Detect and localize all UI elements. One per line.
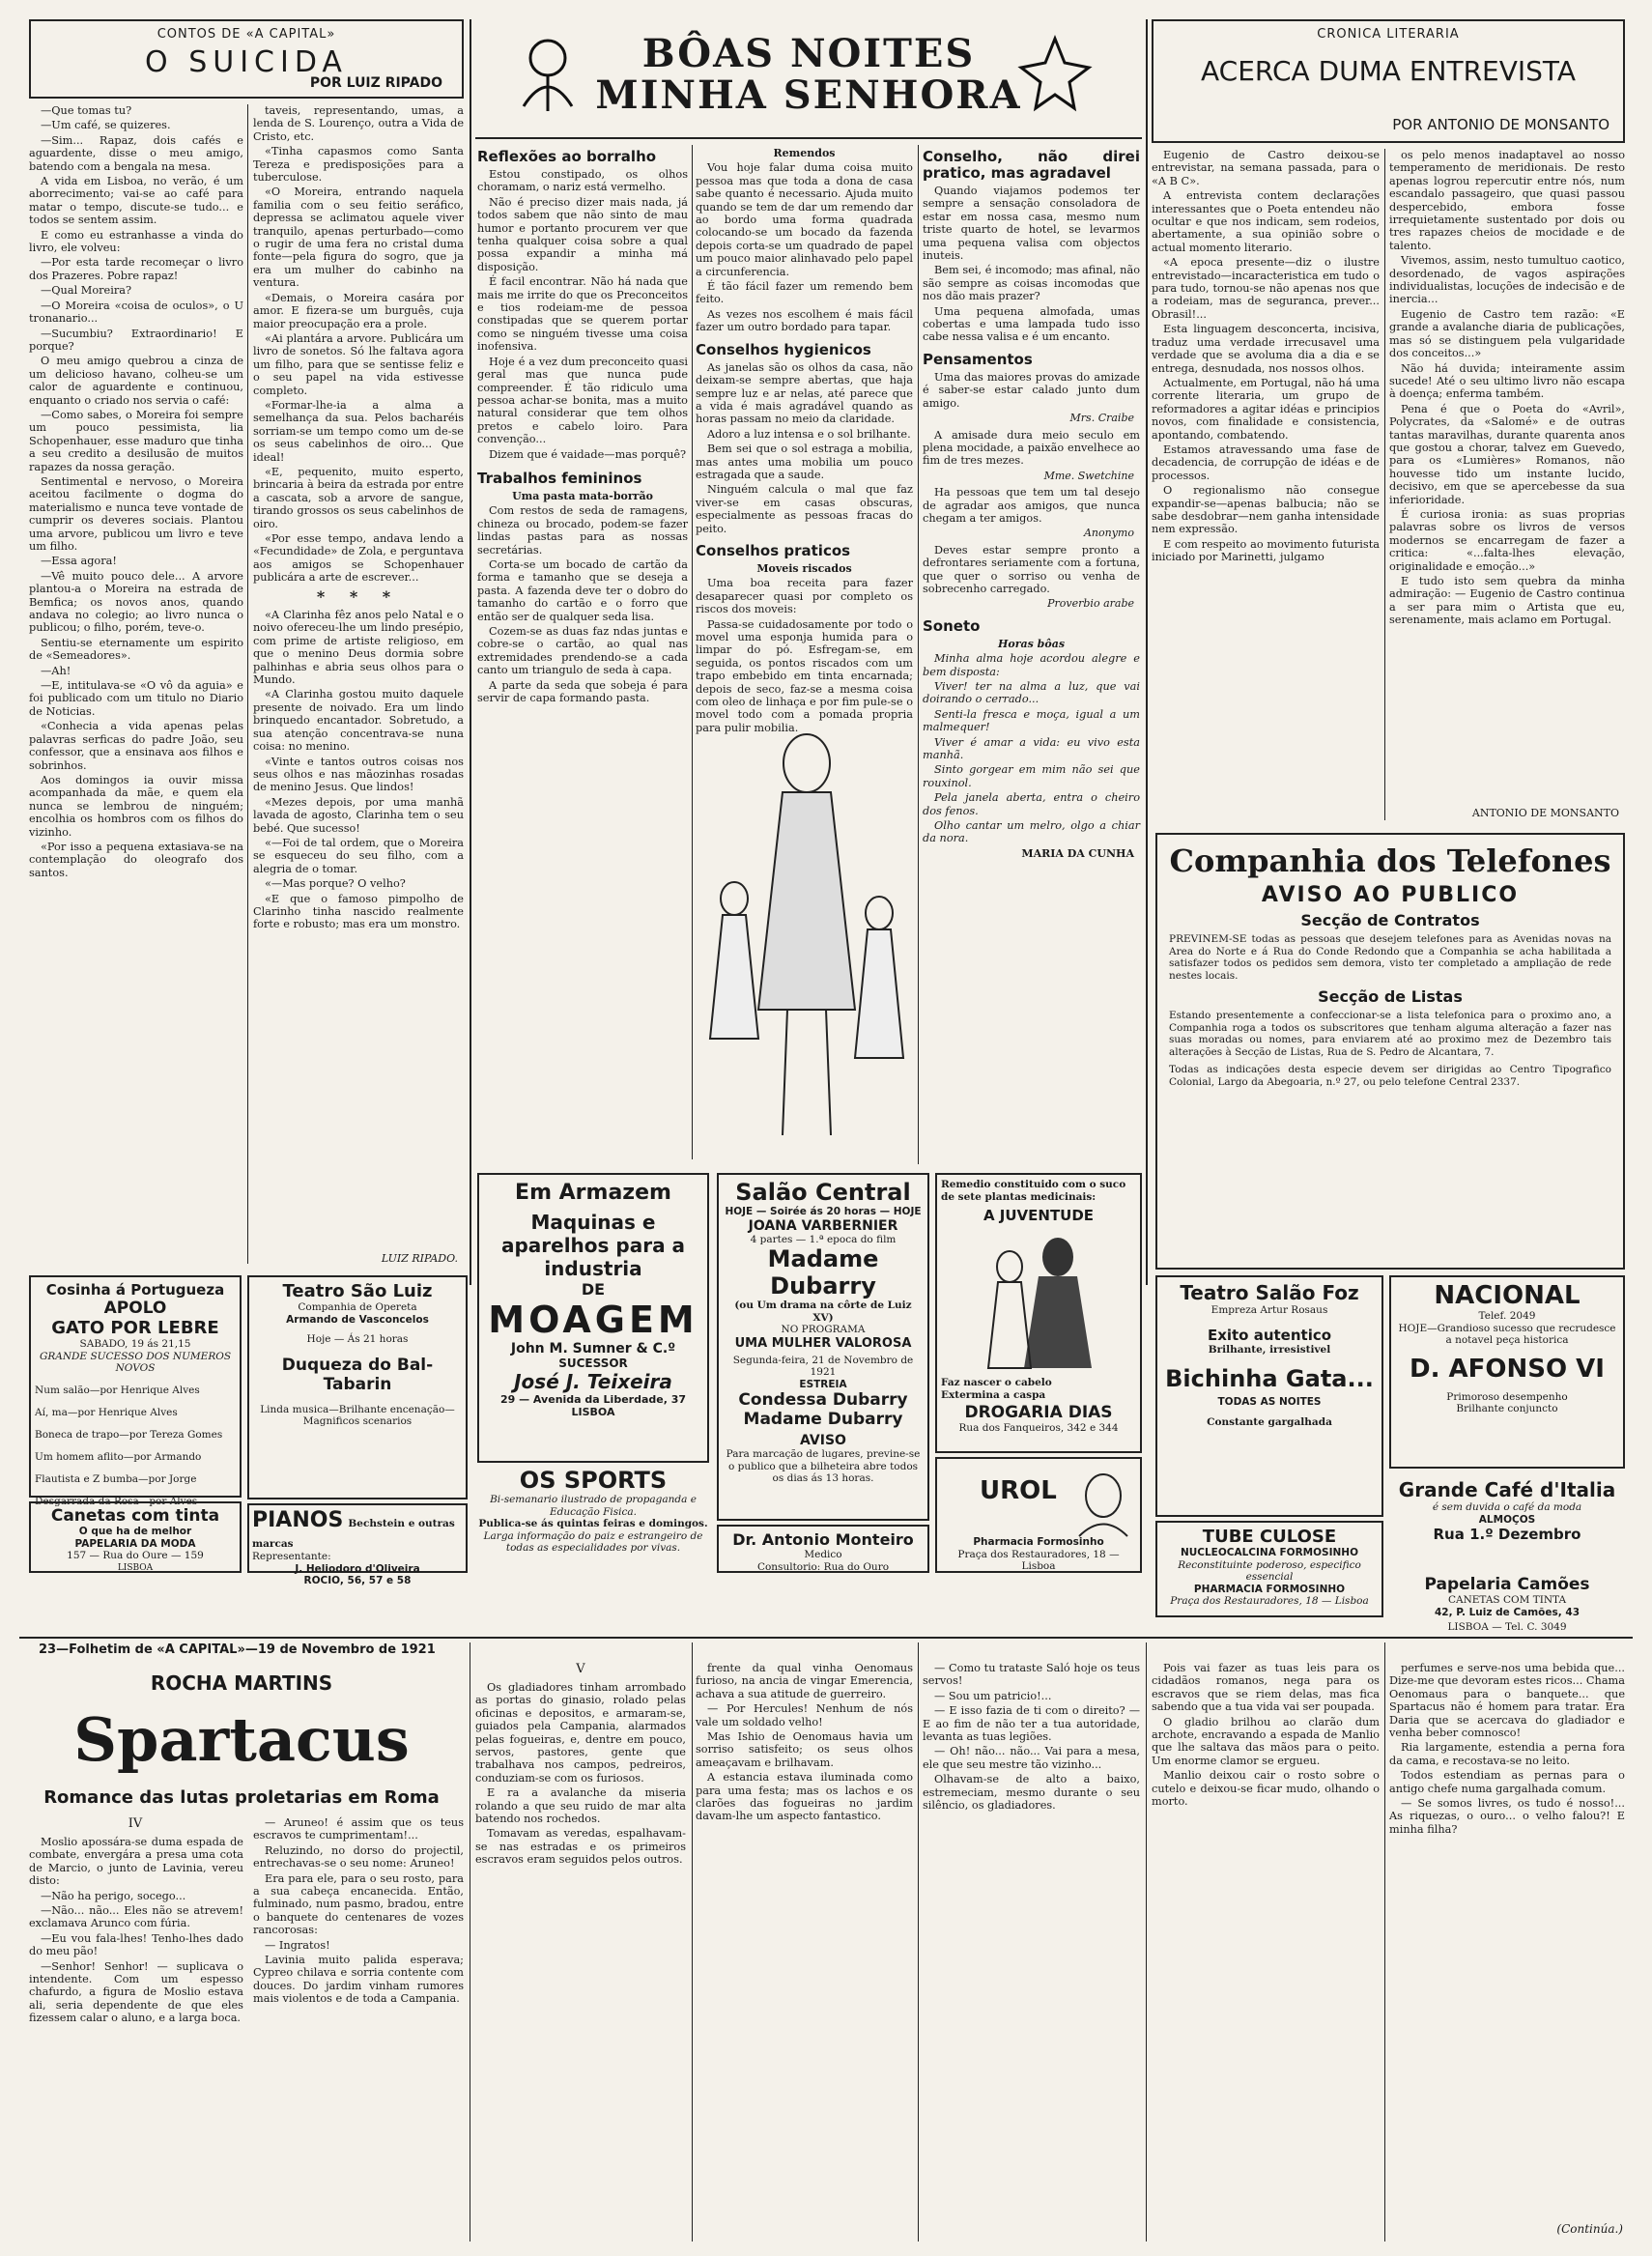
salao-t10: ESTREIA [799, 1378, 847, 1390]
paragraph: «Ai plantára a arvore. Publicára um livro de sonetos. Só lhe faltava agora um filho, para que se sentisse feliz e o seu papel na vida estivesse completo. [253, 331, 464, 397]
paragraph: Cozem-se as duas faz ndas juntas e cobre-se o cartão, ao qual nas extremidades prendendo-se a cada canto um triangulo de seda à capa. [477, 625, 688, 677]
paragraph: «Mezes depois, por uma manhã lavada de agosto, Clarinha tem o seu bebé. Que sucesso! [253, 795, 464, 835]
salao-central-ad [717, 1173, 929, 1521]
foz-t5: Bichinha Gata... [1165, 1365, 1374, 1392]
paragraph: Eugenio de Castro deixou-se entrevistar, na semana passada, para o «A B C». [1152, 149, 1380, 187]
paragraph: — Por Hercules! Nenhum de nós vale um soldado velho! [696, 1702, 913, 1728]
paragraph: —Por esta tarde recomeçar o livro dos Prazeres. Pobre rapaz! [29, 256, 243, 282]
program-line: Aí, ma—por Henrique Alves [35, 1407, 178, 1418]
telefones-p3: Todas as indicações desta especie devem ser dirigidas ao Centro Tipografico Colonial, Largo da Abegoaria, n.º 27, ou pelo telefone Central 2337. [1169, 1064, 1611, 1088]
cronica-author: POR ANTONIO DE MONSANTO [1392, 116, 1609, 133]
suicida-kicker: CONTOS DE «A CAPITAL» [157, 27, 336, 42]
trabalhos-sub: Uma pasta mata-borrão [512, 489, 653, 502]
saoluiz-t2: Companhia de Opereta [298, 1301, 417, 1313]
paragraph: Bem sei que o sol estraga a mobilia, mas antes uma mobilia um pouco estragada que a saude. [696, 443, 913, 481]
masthead-line2: MINHA SENHORA [595, 72, 1022, 118]
paragraph: «Formar-lhe-ia a alma a semelhança da sua. Pelos bacharéis sorriam-se um tempo como um de-se os seus cabelinhos de oiro... Que ideal! [253, 398, 464, 464]
paragraph: —Vê muito pouco dele... A arvore plantou-a o Moreira na estrada de Bemfica; os novos anos, quando andava no colegio; ao livro nunca o publicou; o filho, porém, teve-o. [29, 569, 243, 635]
paragraph: Todos estendiam as pernas para o antigo chefe numa gargalhada comum. [1389, 1769, 1625, 1795]
folhetim-subtitle: Romance das lutas proletarias em Roma [43, 1787, 440, 1808]
tube-t1: TUBE CULOSE [1202, 1527, 1337, 1547]
paragraph: —Sim... Rapaz, dois cafés e aguardente, disse o meu amigo, batendo com a bengala na mesa. [29, 133, 243, 173]
paragraph: Corta-se um bocado de cartão da forma e tamanho que se deseja a pasta. A fazenda deve ter o dobro do tamanho do cartão e o forro que então ser de qualquer seda lisa. [477, 557, 688, 623]
cafe-ad [1389, 1474, 1625, 1571]
paragraph: Sentimental e nervoso, o Moreira aceitou facilmente o dogma do materialismo e nunca teve vontade de cumprir os deveres sociais. Plantou uma arvore, publicou um livro e teve um filho. [29, 474, 243, 553]
sports-t3: Publica-se ás quintas feiras e domingos. [478, 1518, 708, 1529]
paragraph: «A Clarinha fêz anos pelo Natal e o noivo ofereceu-lhe um lindo presépio, com prime de artiste religioso, em que o menino Deus dormia sobre palhinhas e abria seus olhos para o Mundo. [253, 609, 464, 687]
paragraph: As vezes nos escolhem é mais fácil fazer um outro bordado para tapar. [696, 307, 913, 334]
soneto-sub: Horas bôas [997, 637, 1066, 650]
salao-t6: (ou Um drama na côrte de Luiz XV) [734, 1299, 912, 1324]
paragraph: — Se somos livres, os tudo é nosso!... As riquezas, o ouro... o velho falou?! E minha filha? [1389, 1797, 1625, 1836]
paragraph: E com respeito ao movimento futurista iniciado por Marinetti, julgamo [1152, 537, 1380, 564]
pianos-t1: PIANOS [252, 1508, 344, 1532]
paragraph: Bem sei, é incomodo; mas afinal, não são sempre as coisas incomodas que nos dão mais prazer? [923, 264, 1140, 303]
suicida-col2 [253, 104, 464, 1269]
soneto-signature: MARIA DA CUNHA [1021, 846, 1134, 860]
telefones-title: Companhia dos Telefones [1169, 842, 1611, 879]
armazem-t3: DE [581, 1280, 606, 1299]
paragraph: Com restos de seda de ramagens, chineza ou brocado, podem-se fazer lindas pastas para as nossas secretárias. [477, 504, 688, 557]
paragraph: Dizem que é vaidade—mas porquê? [489, 447, 687, 461]
paragraph: —Um café, se quizeres. [41, 119, 171, 132]
nacional-ad [1389, 1275, 1625, 1469]
feminine-col4 [696, 145, 913, 734]
quote-2-source: Mme. Swetchine [1043, 469, 1134, 482]
paragraph: —Não ha perigo, socego... [41, 1889, 186, 1902]
fashion-illustration [696, 691, 913, 1164]
paragraph: «Demais, o Moreira casára por amor. E fizera-se um burguês, cuja maior preocupação era a prole. [253, 291, 464, 330]
folhetim-col7 [1389, 1662, 1625, 2222]
telefones-p1: PREVINEM-SE todas as pessoas que desejem telefones para as Avenidas novas na Area do Norte e á Rua do Conde Redondo que a Companhia se acha habilitada a satisfazer todos os pedidos sem demora, visto ter completado a ampliação de rede nestes locais. [1169, 933, 1611, 982]
quote-4-source: Proverbio arabe [1047, 597, 1134, 611]
camoes-t2: CANETAS COM TINTA [1447, 1594, 1567, 1606]
cronica-kicker: CRONICA LITERARIA [1317, 27, 1460, 42]
poem-line: Sinto gorgear em mim não sei que rouxinol. [923, 763, 1140, 789]
tube-t4: PHARMACIA FORMOSINHO [1193, 1583, 1346, 1595]
juventude-t2: A JUVENTUDE [983, 1207, 1095, 1224]
armazem-t9: LISBOA [571, 1406, 615, 1418]
paragraph: «E, pequenito, muito esperto, brincaria à beira da estrada por entre a cascata, sob a arvore de sangue, tirando grossos os seus cabelinhos de oiro. [253, 465, 464, 530]
paragraph: A vida em Lisboa, no verão, é um aborrecimento; vai-se ao café para matar o tempo, discute-se tudo... e todos se sentem assim. [29, 175, 243, 227]
saoluiz-t4: Hoje — Ás 21 horas [306, 1333, 409, 1345]
camoes-t4: LISBOA — Tel. C. 3049 [1447, 1621, 1567, 1633]
camoes-ad [1389, 1575, 1625, 1621]
quote-4: Deves estar sempre pronto a defrontares seriamente com a fortuna, que quer o sorriso ou venha de sobrecenho carregado. [923, 543, 1140, 595]
salao-t12: Madame Dubarry [743, 1410, 903, 1429]
juventude-t6: Rua dos Fanqueiros, 342 e 344 [958, 1422, 1119, 1434]
paragraph: Manlio deixou cair o rosto sobre o cutelo e deixou-se ficar mudo, olhando o morto. [1152, 1769, 1380, 1809]
paragraph: —Que tomas tu? [41, 104, 132, 117]
paragraph: —Ah! [41, 664, 71, 677]
paragraph: Pois vai fazer as tuas leis para os cidadãos romanos, nega para os escravos que se riem delas, mas fica sabendo que a tua vida vai ser poupada. [1152, 1662, 1380, 1714]
folhetim-header: 23—Folhetim de «A CAPITAL»—19 de Novembro de 1921 [39, 1642, 436, 1657]
telefones-aviso: AVISO AO PUBLICO [1261, 883, 1520, 907]
telefones-ad [1155, 833, 1625, 1270]
armazem-ad [477, 1173, 709, 1463]
canetas-t2: O que ha de melhor [78, 1526, 192, 1537]
paragraph: Mas Ishio de Oenomaus havia um sorriso satisfeito; os seus olhos ameaçavam e brilhavam. [696, 1730, 913, 1769]
salao-t11: Condessa Dubarry [738, 1390, 908, 1410]
ornament-left-icon [514, 29, 582, 116]
poem-line: Senti-la fresca e moça, igual a um malmequer! [923, 707, 1140, 734]
cronica-col6 [1152, 149, 1380, 825]
paragraph: É tão fácil fazer um remendo bem feito. [696, 280, 913, 306]
paragraph: Passa-se cuidadosamente por todo o movel uma esponja humida para o limpar do pó. Esfregam-se, em seguida, os pontos riscados com um trapo embebido em tinta encarnada; depois de seco, faz-se a mesma coisa com oleo de linhaça e por fim pule-se o movel todo com a pomada propria para pulir mobilia. [696, 617, 913, 734]
couple-illustration-icon [942, 1228, 1135, 1373]
cafe-t4: Rua 1.º Dezembro [1433, 1526, 1581, 1543]
paragraph: As janelas são os olhos da casa, não deixam-se sempre abertas, que haja sempre luz e ar nelas, até parece que a vida é mais agradável quando as horas passam no meio da claridade. [696, 360, 913, 426]
sports-ad [477, 1467, 709, 1573]
poem-line: Viver! ter na alma a luz, que vai doirando o cerrado... [923, 680, 1140, 706]
nacional-t2: Telef. 2049 [1478, 1310, 1536, 1322]
nacional-t1: NACIONAL [1434, 1281, 1581, 1310]
monteiro-ad [717, 1525, 929, 1573]
remendos-label: Remendos [773, 147, 836, 159]
cronica-header [1152, 19, 1625, 143]
paragraph: E ra a avalanche da miseria rolando a que seu ruido de mar alta batendo nos rochedos. [475, 1786, 686, 1826]
paragraph: Uma pequena almofada, umas cobertas e uma lampada tudo isso cabe nessa valisa e é um encanto. [923, 304, 1140, 344]
paragraph: Ria largamente, estendia a perna fora da cama, e recostava-se no leito. [1389, 1741, 1625, 1767]
paragraph: A parte da seda que sobeja é para servir de capa formando pasta. [477, 678, 688, 705]
saoluiz-t5: Duqueza do Bal-Tabarin [281, 1355, 434, 1394]
trabalhos-heading: Trabalhos femininos [477, 469, 642, 487]
paragraph: Era para ele, para o seu rosto, para a sua cabeça encanecida. Então, fulminado, num pasmo, bradou, entre o banquete do centenares de vozes rancorosas: [253, 1871, 464, 1937]
folhetim-chapter-v: V [576, 1662, 585, 1676]
salao-t3: JOANA VARBERNIER [748, 1217, 898, 1234]
folhetim-col4 [696, 1662, 913, 2242]
paragraph: «O Moreira, entrando naquela familia com o seu feitio seráfico, depressa se aclimatou aquele viver tranquilo, apenas perturbado—como o rugir de uma fera no cristal duma fonte—pela figura do sogro, que ja era um mulher do cabinho na ventura. [253, 186, 464, 290]
paragraph: É facil encontrar. Não há nada que mais me irrite do que os Preconceitos e tios rodeiam-me de pessoa constipadas que se querem portar como se ninguém tivesse uma coisa inofensiva. [477, 275, 688, 354]
juventude-t5: DROGARIA DIAS [964, 1403, 1113, 1422]
paragraph: —Sucumbiu? Extraordinario! E porque? [29, 327, 243, 353]
canetas-t3: PAPELARIA DA MODA [74, 1537, 196, 1550]
foz-t1: Teatro Salão Foz [1180, 1281, 1359, 1304]
poem-line: Minha alma hoje acordou alegre e bem disposta: [923, 652, 1140, 678]
paragraph: Olhavam-se de alto a baixo, estremeciam, mesmo durante o seu silêncio, os gladiadores. [923, 1773, 1140, 1813]
saoluiz-t1: Teatro São Luiz [282, 1281, 433, 1301]
monteiro-t1: Dr. Antonio Monteiro [732, 1530, 914, 1549]
pensamentos-heading: Pensamentos [923, 350, 1033, 368]
paragraph: Não há duvida; inteiramente assim sucede! Até o seu ultimo livro não escapa à doença; enferma também. [1389, 361, 1625, 401]
paragraph: «Conhecia a vida apenas pelas palavras serficas do padre João, seu confessor, que a ensinava aos filhos e sobrinhos. [29, 720, 243, 772]
paragraph: E tudo isto sem quebra da minha admiração: — Eugenio de Castro continua a ser para mim o Artista que eu, serenamente, mais aclamo em Portugal. [1389, 575, 1625, 627]
tube-ad [1155, 1521, 1383, 1617]
paragraph: taveis, representando, umas, a lenda de S. Lourenço, outra a Vida de Cristo, etc. [253, 104, 464, 143]
paragraph: frente da qual vinha Oenomaus furioso, na ancia de vingar Emerencia, achava a sua atitude de guerreiro. [696, 1662, 913, 1700]
paragraph: Tomavam as veredas, espalhavam-se nas estradas e os primeiros escravos eram seguidos pelos outros. [475, 1827, 686, 1867]
program-line: Num salão—por Henrique Alves [35, 1385, 200, 1396]
foz-ad [1155, 1275, 1383, 1517]
pianos-ad [247, 1503, 468, 1586]
paragraph: A entrevista contem declarações interessantes que o Poeta entendeu não ocultar e que nos indicam, sem rodeios, abertamente, a sua opinião sobre o actual momento literario. [1152, 189, 1380, 254]
saoluiz-t3: Armando de Vasconcelos [286, 1313, 429, 1326]
paragraph: —Senhor! Senhor! — suplicava o intendente. Com um espesso chafurdo, a figura de Moslio estava ali, seria dependente de que eles fizessem calar o aluno, e a larga boca. [29, 1959, 243, 2025]
paragraph: —Essa agora! [41, 555, 117, 568]
paragraph: — Como tu trataste Saló hoje os teus servos! [923, 1662, 1140, 1688]
paragraph: — Ingratos! [265, 1938, 330, 1952]
apolo-ad [29, 1275, 242, 1507]
saoluiz-ad [247, 1275, 468, 1499]
foz-t2: Empreza Artur Rosaus [1211, 1304, 1328, 1316]
soneto-heading: Soneto [923, 616, 981, 635]
suicida-col1 [29, 104, 243, 1269]
paragraph: Estamos atravessando uma fase de decadencia, de corrupção de idéas e de processos. [1152, 443, 1380, 482]
cronica-col7 [1389, 149, 1625, 825]
armazem-t1: Em Armazem [515, 1181, 671, 1205]
salao-t7: NO PROGRAMA [781, 1324, 866, 1335]
urol-ad [935, 1457, 1142, 1573]
paragraph: — E isso fazia de ti com o direito? — E ao fim de não ter a tua autoridade, levanta as tuas legiões. [923, 1704, 1140, 1744]
program-line: Um homem aflito—por Armando [35, 1451, 202, 1463]
cafe-t1: Grande Café d'Italia [1398, 1478, 1616, 1501]
paragraph: O gladio brilhou ao clarão dum archote, encravando a espada de Manlio que lhe saltava das mãos para o peito. Um enorme clamor se ergueu. [1152, 1715, 1380, 1767]
suicida-author: POR LUIZ RIPADO [309, 75, 442, 91]
salao-t4: 4 partes — 1.ª epoca do film [750, 1233, 897, 1245]
salao-t5: Madame Dubarry [767, 1245, 879, 1299]
armazem-t6: SUCESSOR [558, 1356, 628, 1370]
apolo-t2: APOLO [103, 1299, 167, 1318]
paragraph: Hoje é a vez dum preconceito quasi geral mas que nunca pude compreender. É tão ridiculo uma pessoa achar-se bonita, mas a muito natural considerar que tem olhos pretos e cabelo loiro. Para convenção... [477, 355, 688, 446]
program-line: Desgarrada da Rosa—por Alves [35, 1496, 198, 1507]
armazem-t5: John M. Sumner & C.º [510, 1341, 676, 1356]
fashion-figures-icon [696, 691, 913, 1164]
salao-t8: UMA MULHER VALOROSA [734, 1335, 912, 1351]
juventude-t1: Remedio constituido com o suco de sete plantas medicinais: [941, 1179, 1126, 1203]
canetas-t1: Canetas com tinta [50, 1506, 220, 1526]
quote-1: Uma das maiores provas do amizade é saber-se estar calado junto dum amigo. [923, 370, 1140, 410]
masthead [475, 19, 1142, 135]
salao-t13: AVISO [800, 1433, 846, 1448]
cronica-signature: ANTONIO DE MONSANTO [1471, 806, 1619, 819]
paragraph: Quando viajamos podemos ter sempre a sensação consoladora de estar em nossa casa, mesmo num triste quarto de hotel, se levarmos uma pequena valisa com objectos inuteis. [923, 185, 1140, 263]
foz-t7: Constante gargalhada [1207, 1415, 1332, 1428]
monteiro-t2: Medico [804, 1549, 842, 1560]
masthead-line1: BÔAS NOITES [641, 31, 976, 76]
paragraph: Sentiu-se eternamente um espirito de «Semeadores». [29, 636, 243, 663]
paragraph: «A Clarinha gostou muito daquele presente de noivado. Era um lindo brinquedo encantador. Sobretudo, a sua atenção concentrava-se nuna coisa: no menino. [253, 688, 464, 754]
apolo-t3: GATO POR LEBRE [51, 1318, 219, 1338]
salao-t1: Salão Central [735, 1179, 911, 1206]
reflexoes-heading: Reflexões ao borralho [477, 148, 657, 165]
tube-t2: NUCLEOCALCINA FORMOSINHO [1180, 1547, 1359, 1558]
paragraph: Os gladiadores tinham arrombado as portas do ginasio, rolado pelas oficinas e depositos, e armaram-se, guiados pela Campania, alarmados pelas fogueiras, e, dentre em pouco, servos, pastores, gente que trabalhava nos campos, pedreiros, conduziam-se com os furiosos. [475, 1681, 686, 1785]
paragraph: E como eu estranhasse a vinda do livro, ele volveu: [29, 228, 243, 255]
telefones-s2: Secção de Listas [1318, 987, 1463, 1006]
sports-t2: Bi-semanario ilustrado de propaganda e Educação Fisica. [490, 1494, 697, 1518]
nacional-t3: HOJE—Grandioso sucesso que recrudesce a notavel peça historica [1398, 1322, 1616, 1346]
paragraph: «Por isso a pequena extasiava-se na contemplação do oleografo dos santos. [29, 840, 243, 879]
folhetim-author: ROCHA MARTINS [150, 1671, 333, 1695]
folhetim-title: Spartacus [73, 1704, 410, 1775]
poem-line: Viver é amar a vida: eu vivo esta manhã. [923, 735, 1140, 762]
canetas-t5: LISBOA [117, 1562, 154, 1573]
paragraph: —O Moreira «coisa de oculos», o U tronanario... [29, 299, 243, 326]
paragraph: —Qual Moreira? [41, 284, 132, 298]
paragraph: É curiosa ironia: as suas proprias palavras sobre os livros de versos modernos se encarregam de fazer a critica: «...falta-lhes elevação, originalidade e emoção...» [1389, 507, 1625, 573]
paragraph: — Sou um patricio!... [934, 1689, 1052, 1702]
program-line: Flautista e Z bumba—por Jorge [35, 1473, 197, 1485]
armazem-t8: 29 — Avenida da Liberdade, 37 [499, 1393, 687, 1406]
man-portrait-icon [1074, 1469, 1132, 1536]
canetas-ad [29, 1501, 242, 1573]
paragraph: Uma boa receita para fazer desaparecer quasi por completo os riscos dos moveis: [696, 577, 913, 616]
nacional-t5: Primoroso desempenho [1446, 1390, 1568, 1403]
feminine-col3 [477, 145, 688, 1167]
paragraph: Eugenio de Castro tem razão: «E grande a avalanche diaria de publicações, mas só se distinguem pela vulgaridade dos conceitos...» [1389, 307, 1625, 360]
paragraph: —Não... não... Eles não se atrevem! exclamava Arunco com fúria. [29, 1904, 243, 1930]
urol-t2: Pharmacia Formosinho [973, 1536, 1104, 1548]
paragraph: «A epoca presente—diz o ilustre entrevistado—incaracteristica em tudo o para tudo, tornou-se não apenas nos que a rodeiam, mas de seguranca, prever... Obrasil!... [1152, 256, 1380, 321]
saoluiz-t6: Linda musica—Brilhante encenação—Magnificos scenarios [260, 1403, 455, 1427]
apolo-t1: Cosinha á Portugueza [45, 1281, 225, 1299]
folhetim-col1 [29, 1836, 243, 2242]
paragraph: O regionalismo não consegue expandir-se—apenas balbucia; não se sabe desdobrar—nem ganha intensidade nem expressão. [1152, 484, 1380, 536]
paragraph: O meu amigo quebrou a cinza de um delicioso havano, colheu-se um calor de aguardente e continuou, enquanto o criado nos servia o café: [29, 355, 243, 407]
paragraph: —E, intitulava-se «O vô da aguia» e foi publicado com um titulo no Diario de Noticias. [29, 679, 243, 718]
nacional-t6: Brilhante conjuncto [1456, 1403, 1558, 1414]
nacional-t4: D. AFONSO VI [1410, 1354, 1605, 1384]
foz-t3: Exito autentico [1207, 1326, 1332, 1344]
sports-t4: Larga informação do paiz e estrangeiro de todas as especialidades por vivas. [483, 1529, 703, 1554]
folhetim-col5 [923, 1662, 1140, 2242]
armazem-t2: Maquinas e aparelhos para a industria [500, 1211, 686, 1280]
salao-t2: HOJE — Soirée ás 20 horas — HOJE [725, 1206, 922, 1217]
apolo-t4: SABADO, 19 ás 21,15 [79, 1338, 191, 1350]
canetas-t4: 157 — Rua do Oure — 159 [67, 1550, 204, 1561]
suicida-title: O SUICIDA [145, 45, 348, 79]
juventude-t4: Extermina a caspa [941, 1388, 1046, 1401]
poem-line: Olho cantar um melro, olgo a chiar da nora. [923, 819, 1140, 845]
paragraph: «Vinte e tantos outros coisas nos seus olhos e nas mãozinhas rosadas de menino Jesus. Que lindos! [253, 755, 464, 794]
urol-t1: UROL [980, 1476, 1057, 1505]
paragraph: perfumes e serve-nos uma bebida que... Dize-me que devoram estes ricos... Chama Oenomaus para o banquete... que Spartacus não é homem para tratar. Era Daria que se acercava do gladiador e venha beber comnosco! [1389, 1662, 1625, 1740]
paragraph: Reluzindo, no dorso do projectil, entrechavas-se o seu nome: Aruneo! [253, 1843, 464, 1870]
suicida-signature: LUIZ RIPADO. [381, 1251, 458, 1265]
paragraph: «Tinha capasmos como Santa Tereza e predisposições para a tuberculose. [253, 145, 464, 185]
tube-t5: Praça dos Restauradores, 18 — Lisboa [1170, 1595, 1369, 1607]
conselho-heading: Conselho, não direi pratico, mas agradavel [923, 148, 1140, 182]
camoes-t1: Papelaria Camões [1424, 1575, 1590, 1594]
pianos-t4: J. Heliodoro d'Oliveira [295, 1562, 420, 1575]
paragraph: Ninguém calcula o mal que faz viver-se em casas obscuras, especialmente as pessoas fracas do peito. [696, 483, 913, 535]
paragraph: Moslio apossára-se duma espada de combate, envergára a presa uma cota de Marcio, o junto de Lavinia, vereu disto: [29, 1836, 243, 1888]
juventude-ad [935, 1173, 1142, 1453]
folhetim-continua: (Continúa.) [1556, 2222, 1623, 2236]
paragraph: Actualmente, em Portugal, não há uma corrente literaria, um grupo de reformadores a agitar idéas e principios novos, com finalidade e consistencia, apontando, combatendo. [1152, 376, 1380, 442]
folhetim-col2 [253, 1816, 464, 2242]
paragraph: Estou constipado, os olhos choramam, o nariz está vermelho. [477, 168, 688, 194]
feminine-col5 [923, 145, 1140, 1167]
ornament-right-icon [1016, 29, 1094, 116]
salao-t14: Para marcação de lugares, previne-se o publico que a bilheteira abre todos os dias ás 13 horas. [726, 1448, 921, 1484]
paragraph: os pelo menos inadaptavel ao nosso temperamento de meridionais. De resto apenas logrou repercutir entre nós, num escandalo passageiro, que quasi passou despercebido, embora fosse irrequietamente sustentado por dois ou tres rapazes cheios de mocidade e de talento. [1389, 149, 1625, 252]
folhetim-col6 [1152, 1662, 1380, 2242]
telefones-s1: Secção de Contratos [1300, 911, 1480, 929]
hygienicos-heading: Conselhos hygienicos [696, 340, 871, 358]
camoes-t3: 42, P. Luiz de Camões, 43 [1434, 1606, 1581, 1618]
sports-t1: OS SPORTS [519, 1467, 668, 1494]
paragraph: «—Mas porque? O velho? [265, 877, 406, 891]
poem-line: Pela janela aberta, entra o cheiro dos fenos. [923, 791, 1140, 817]
paragraph: —Como sabes, o Moreira foi sempre um pouco pessimista, lia Schopenhauer, esse maduro que tinha a seu credito a desilusão de muitos rapazes da nossa geração. [29, 408, 243, 473]
tube-t3: Reconstituinte poderoso, especifico essencial [1178, 1558, 1361, 1583]
paragraph: — Oh! não... não... Vai para a mesa, ele que seu mestre tão vizinho... [923, 1745, 1140, 1771]
paragraph: Adoro a luz intensa e o sol brilhante. [707, 427, 911, 441]
paragraph: Aos domingos ia ouvir missa acompanhada da mãe, e quem ela nunca se lembrou de ninguém; encolhia os hombros com os filhos do vizinho. [29, 773, 243, 839]
paragraph: —Eu vou fala-lhes! Tenho-lhes dado do meu pão! [29, 1931, 243, 1958]
foz-t4: Brilhante, irresistivel [1208, 1343, 1331, 1356]
quote-3-source: Anonymo [1083, 527, 1134, 540]
paragraph: «Por esse tempo, andava lendo a «Fecundidade» de Zola, e perguntava aos amigos se Schopenhauer publicára a arte de escrever... [253, 532, 464, 585]
praticos-heading: Conselhos praticos [696, 541, 851, 559]
cafe-t2: é sem duvida o café da moda [1432, 1501, 1582, 1513]
suicida-header [29, 19, 464, 99]
paragraph: — Aruneo! é assim que os teus escravos te cumprimentam!... [253, 1816, 464, 1842]
paragraph: Vou hoje falar duma coisa muito pessoa mas que toda a dona de casa sabe quanto é necessario. Ajuda muito quando se tem de dar um remendo dar ao bordo uma forma quadrada colocando-se um bocado da fazenda depois corta-se um quadrado de papel um pouco maior alinhavado pelo papel a circunferencia. [696, 161, 913, 278]
paragraph: Vivemos, assim, nesto tumultuo caotico, desordenado, de vagos aspirações individualistas, locuções de indecisão e de inercia... [1389, 254, 1625, 306]
juventude-t3: Faz nascer o cabelo [941, 1377, 1052, 1388]
monteiro-t3: Consultorio: Rua do Ouro [756, 1560, 890, 1573]
paragraph: Pena é que o Poeta do «Avril», Polycrates, da «Salomé» e de outras tantas maravilhas, durante quarenta anos que gostou a chorar, talvez em Guevedo, para os «Lumières» Romanos, não houvesse tido um instante lucido, decisivo, em que se apercebesse da sua inferioridade. [1389, 402, 1625, 506]
urol-t3: Praça dos Restauradores, 18 — Lisboa [957, 1548, 1120, 1572]
quote-2: A amisade dura meio seculo em plena mocidade, a paixão envelhece ao fim de tres mezes. [923, 428, 1140, 468]
pianos-t2: Bechstein e outras marcas [252, 1518, 455, 1550]
cafe-t3: ALMOÇOS [1478, 1513, 1536, 1526]
paragraph: Esta linguagem desconcerta, incisiva, traduz uma verdade irrecusavel uma verdade que se avoluma dia a dia e se entrega, desnudada, nos nossos olhos. [1152, 323, 1380, 375]
program-line: Boneca de trapo—por Tereza Gomes [35, 1429, 223, 1441]
paragraph: Não é preciso dizer mais nada, já todos sabem que não sinto de mau humor e portanto procurem ver que tenha qualquer coisa sobre a qual possa expandir a minha má disposição. [477, 195, 688, 273]
salao-t9: Segunda-feira, 21 de Novembro de 1921 [732, 1354, 914, 1378]
section-stars: * * * [316, 586, 401, 606]
paragraph: A estancia estava iluminada como para uma festa; mas os lachos e os clarões das fogueiras no jardim davam-lhe um aspecto fantastico. [696, 1771, 913, 1823]
paragraph: Lavinia muito palida esperava; Cypreo chilava e sorria contente com douces. Do jardim vinham rumores mais violentos e de toda a Campania. [253, 1954, 464, 2006]
quote-1-source: Mrs. Craibe [1069, 412, 1134, 425]
praticos-sub: Moveis riscados [756, 561, 852, 575]
folhetim-col3 [475, 1681, 686, 2242]
paragraph: «E que o famoso pimpolho de Clarinho tinha nascido realmente forte e robusto; mas era um monstro. [253, 892, 464, 931]
quote-3: Ha pessoas que tem um tal desejo de agradar aos amigos, que nunca chegam a ter amigos. [923, 486, 1140, 525]
apolo-t5: GRANDE SUCESSO DOS NUMEROS NOVOS [39, 1350, 232, 1374]
foz-t6: TODAS AS NOITES [1217, 1396, 1322, 1408]
paragraph: «—Foi de tal ordem, que o Moreira se esqueceu do seu filho, com a alegria de o tomar. [253, 836, 464, 875]
cronica-title: ACERCA DUMA ENTREVISTA [1201, 55, 1576, 87]
armazem-t4: MOAGEM [488, 1299, 698, 1341]
folhetim-chapter: IV [128, 1816, 143, 1831]
telefones-p2: Estando presentemente a confeccionar-se a lista telefonica para o proximo ano, a Companhia roga a todos os subscritores que tenham alguma alteração a fazer nas suas moradas ou nomes, para enviarem até ao proximo mez de Dezembro tais alterações à Secção de Listas, Rua de S. Pedro de Alcantara, 7. [1169, 1010, 1611, 1058]
pianos-t5: ROCIO, 56, 57 e 58 [303, 1575, 412, 1586]
armazem-t7: José J. Teixeira [514, 1370, 672, 1393]
pianos-t3: Representante: [252, 1551, 331, 1562]
